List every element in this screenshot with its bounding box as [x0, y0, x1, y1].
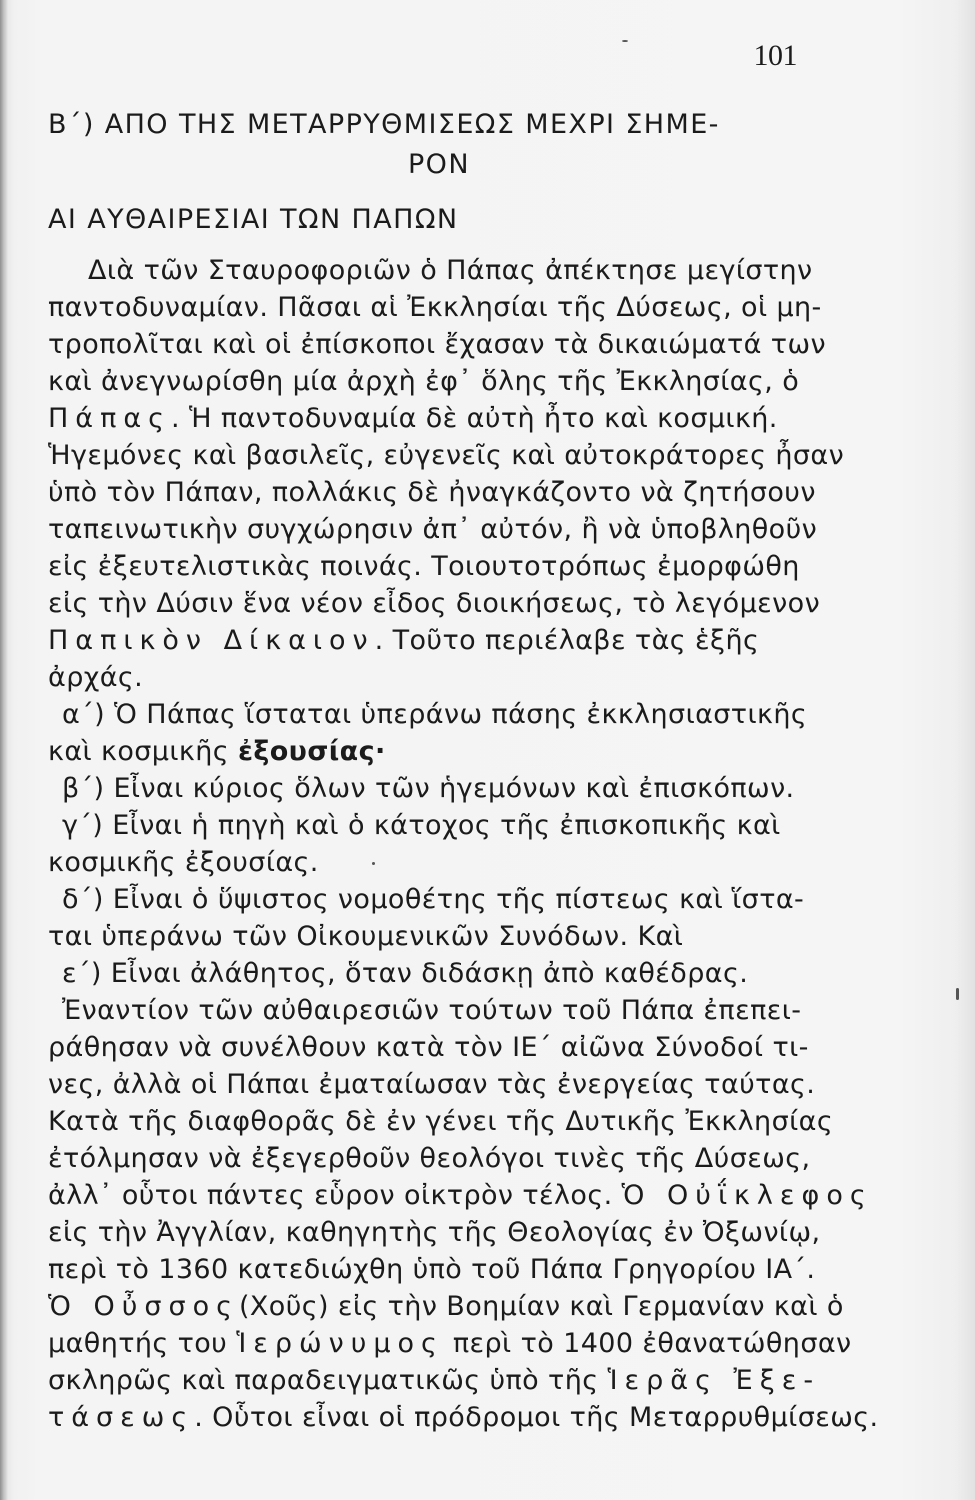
text-line-19: ται ὑπεράνω τῶν Οἰκουμενικῶν Συνόδων. Καὶ — [48, 921, 684, 952]
page-binding-edge — [0, 0, 8, 1500]
section-heading-line-2: ΡΟΝ — [408, 149, 470, 180]
text-line-17: κοσμικῆς ἐξουσίας. — [48, 847, 319, 878]
text-line-12: ἀρχάς. — [48, 662, 144, 693]
text-line-32-rest: . Οὗτοι εἶναι οἱ πρόδρομοι τῆς Μεταρρυθμίσεως. — [194, 1402, 879, 1433]
text-line-26 — [48, 1178, 873, 1214]
text-line-4: καὶ ἀνεγνωρίσθη μία ἀρχὴ ἐφ᾽ ὅλης τῆς Ἐκκλησίας, ὁ — [48, 366, 800, 397]
text-line-2: παντοδυναμίαν. Πᾶσαι αἱ Ἐκκλησίαι τῆς Δύσεως, οἱ μη- — [48, 292, 822, 323]
text-line-5-rest: . Ἡ παντοδυναμία δὲ αὐτὴ ἦτο καὶ κοσμική. — [171, 403, 778, 434]
spaced-name-jerome: Ἱερώνυμος — [236, 1328, 444, 1359]
text-line-14 — [48, 734, 386, 770]
text-line-11-rest: . Τοῦτο περιέλαβε τὰς ἑξῆς — [374, 625, 760, 656]
text-line-6: Ἡγεμόνες καὶ βασιλεῖς, εὐγενεῖς καὶ αὐτοκράτορες ἦσαν — [48, 440, 845, 471]
text-line-11 — [48, 623, 759, 659]
spaced-name-hus: Ὁ Οὖσσος — [48, 1291, 239, 1322]
text-line-28: περὶ τὸ 1360 κατεδιώχθη ὑπὸ τοῦ Πάπα Γρηγορίου ΙΑ΄. — [48, 1254, 816, 1285]
text-line-32 — [48, 1400, 878, 1436]
text-line-21: Ἐναντίον τῶν αὐθαιρεσιῶν τούτων τοῦ Πάπα ἐπεπει- — [62, 995, 802, 1026]
text-line-3: τροπολῖται καὶ οἱ ἐπίσκοποι ἔχασαν τὰ δικαιώματά των — [48, 329, 826, 360]
text-line-15: β΄) Εἶναι κύριος ὅλων τῶν ἡγεμόνων καὶ ἐπισκόπων. — [62, 773, 795, 804]
text-line-8: ταπεινωτικὴν συγχώρησιν ἀπ᾽ αὐτόν, ἢ νὰ ὑποβληθοῦν — [48, 514, 818, 545]
text-line-30 — [48, 1326, 852, 1362]
text-line-31-start: σκληρῶς καὶ παραδειγματικῶς ὑπὸ τῆς — [48, 1365, 608, 1396]
text-line-7: ὑπὸ τὸν Πάπαν, πολλάκις δὲ ἠναγκάζοντο νὰ ζητήσουν — [48, 477, 816, 508]
text-line-18: δ΄) Εἶναι ὁ ὕψιστος νομοθέτης τῆς πίστεως καὶ ἵστα- — [62, 884, 805, 915]
text-line-26-start: ἀλλ᾽ οὗτοι πάντες εὗρον οἰκτρὸν τέλος. — [48, 1180, 622, 1211]
text-line-25: ἐτόλμησαν νὰ ἐξεγερθοῦν θεολόγοι τινὲς τῆς Δύσεως, — [48, 1143, 811, 1174]
spaced-word-papas: Πάπας — [48, 403, 172, 434]
text-line-27: εἰς τὴν Ἀγγλίαν, καθηγητὴς τῆς Θεολογίας ἐν Ὀξωνίῳ, — [48, 1217, 821, 1248]
text-line-16: γ΄) Εἶναι ἡ πηγὴ καὶ ὁ κάτοχος τῆς ἐπισκοπικῆς καὶ — [62, 810, 781, 841]
text-line-20: ε΄) Εἶναι ἀλάθητος, ὅταν διδάσκῃ ἀπὸ καθέδρας. — [62, 958, 749, 989]
spaced-name-wycliffe: Ὁ Οὐΐκλεφος — [621, 1180, 873, 1211]
spaced-term-papal-law: Παπικὸν Δίκαιον — [48, 625, 375, 656]
print-speck — [622, 40, 628, 42]
text-line-10: εἰς τὴν Δύσιν ἕνα νέον εἶδος διοικήσεως, τὸ λεγόμενον — [48, 588, 821, 619]
text-line-29-rest: (Χοῦς) εἰς τὴν Βοημίαν καὶ Γερμανίαν καὶ ὁ — [238, 1291, 844, 1322]
subheading: ΑΙ ΑΥΘΑΙΡΕΣΙΑΙ ΤΩΝ ΠΑΠΩΝ — [48, 204, 459, 235]
text-line-5 — [48, 401, 778, 437]
page-number: 101 — [753, 39, 797, 72]
text-line-13: α΄) Ὁ Πάπας ἵσταται ὑπεράνω πάσης ἐκκλησιαστικῆς — [62, 699, 808, 730]
print-speck — [956, 988, 959, 1000]
text-line-9: εἰς ἐξευτελιστικὰς ποινάς. Τοιουτοτρόπως ἐμορφώθη — [48, 551, 800, 582]
print-speck — [372, 862, 375, 865]
text-line-29 — [48, 1289, 844, 1325]
spaced-term-inquisition-end: τάσεως — [48, 1402, 195, 1433]
bold-word-exousias: ἐξουσίας· — [237, 736, 386, 767]
text-line-24: Κατὰ τῆς διαφθορᾶς δὲ ἐν γένει τῆς Δυτικῆς Ἐκκλησίας — [48, 1106, 834, 1137]
text-line-31 — [48, 1363, 820, 1399]
section-heading-line-1: Β΄) ΑΠΟ ΤΗΣ ΜΕΤΑΡΡΥΘΜΙΣΕΩΣ ΜΕΧΡΙ ΣΗΜΕ- — [48, 109, 720, 140]
text-line-30-start: μαθητής του — [48, 1328, 237, 1359]
text-line-23: νες, ἀλλὰ οἱ Πάπαι ἐματαίωσαν τὰς ἐνεργείας ταύτας. — [48, 1069, 816, 1100]
text-line-22: ράθησαν νὰ συνέλθουν κατὰ τὸν ΙΕ΄ αἰῶνα Σύνοδοί τι- — [48, 1032, 809, 1063]
text-line-1: Διὰ τῶν Σταυροφοριῶν ὁ Πάπας ἀπέκτησε μεγίστην — [88, 255, 813, 286]
text-line-30-rest: περὶ τὸ 1400 ἐθανατώθησαν — [443, 1328, 852, 1359]
spaced-term-inquisition: Ἱερᾶς Ἐξε- — [607, 1365, 821, 1396]
text-line-14-start: καὶ κοσμικῆς — [48, 736, 238, 767]
